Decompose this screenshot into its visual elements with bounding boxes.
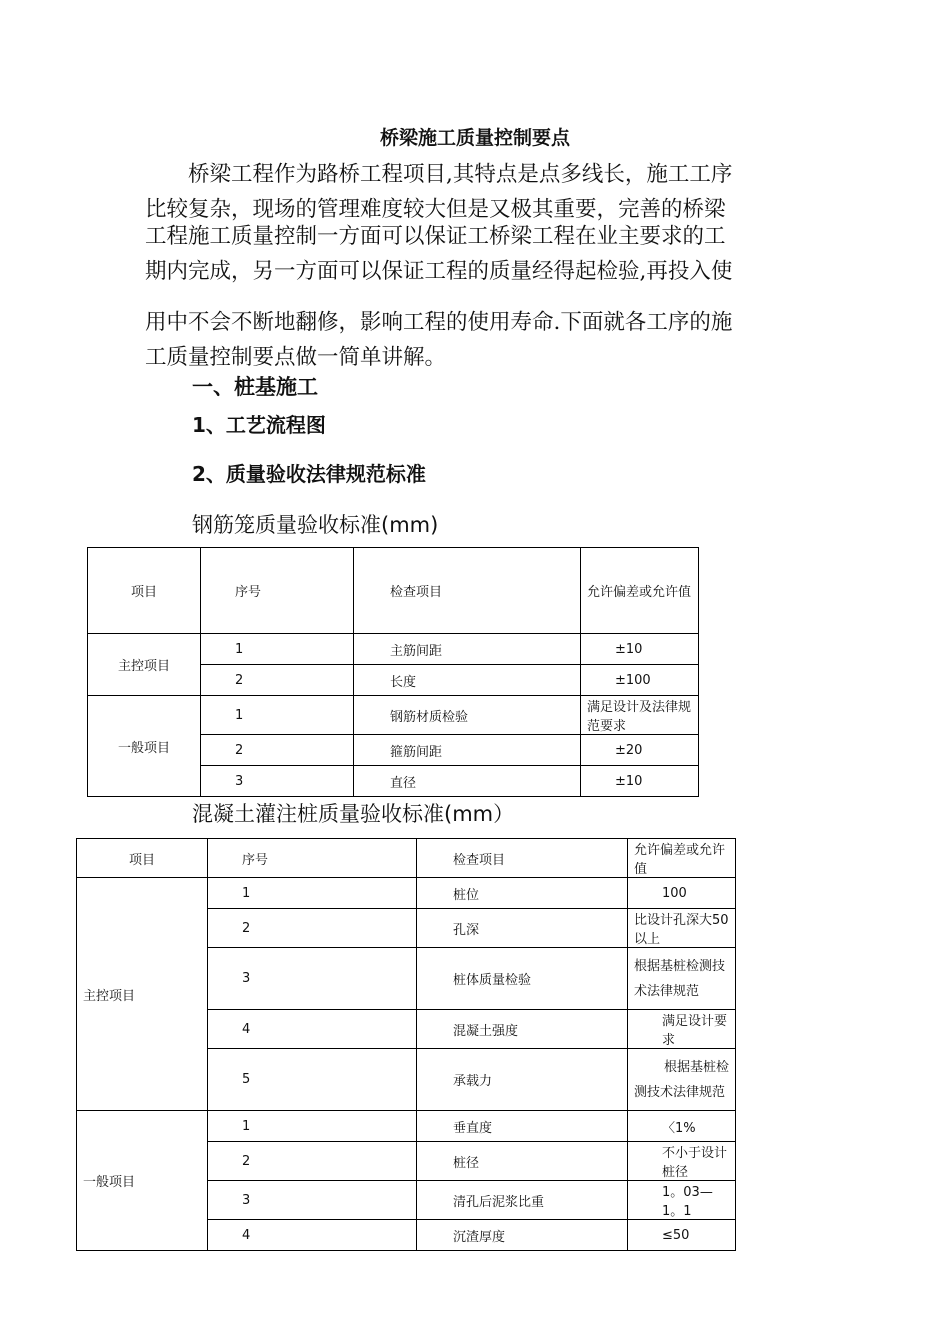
cell-value: ±10 xyxy=(581,634,699,665)
cell-no: 4 xyxy=(208,1220,417,1251)
group-cell: 一般项目 xyxy=(77,1111,208,1251)
cell-no: 1 xyxy=(208,878,417,909)
table1-caption: 钢筋笼质量验收标准(mm) xyxy=(192,513,439,537)
cell-no: 1 xyxy=(201,696,354,735)
cell-value: 100 xyxy=(628,878,736,909)
group-cell: 主控项目 xyxy=(88,634,201,696)
cell-no: 2 xyxy=(208,1142,417,1181)
intro-paragraph xyxy=(145,157,810,375)
header-cell: 项目 xyxy=(88,548,201,634)
cell-item: 箍筋间距 xyxy=(354,735,581,766)
header-cell: 项目 xyxy=(77,839,208,878)
cell-item: 承载力 xyxy=(417,1049,628,1111)
cell-no: 4 xyxy=(208,1010,417,1049)
header-cell: 检查项目 xyxy=(354,548,581,634)
cell-item: 桩位 xyxy=(417,878,628,909)
cell-no: 3 xyxy=(208,1181,417,1220)
cell-item: 垂直度 xyxy=(417,1111,628,1142)
cell-no: 3 xyxy=(208,948,417,1010)
cell-value: ≤50 xyxy=(628,1220,736,1251)
rebar-cage-table xyxy=(87,547,699,797)
intro-line: 期内完成，另一方面可以保证工程的质量经得起检验,再投入使 xyxy=(145,259,733,284)
cell-item: 钢筋材质检验 xyxy=(354,696,581,735)
intro-line: 工质量控制要点做一简单讲解。 xyxy=(145,345,447,370)
cell-value: 比设计孔深大50以上 xyxy=(628,909,736,948)
cell-item: 混凝土强度 xyxy=(417,1010,628,1049)
cell-no: 1 xyxy=(201,634,354,665)
cell-value: ±10 xyxy=(581,766,699,797)
document-title: 桥梁施工质量控制要点 xyxy=(379,127,570,149)
cell-item: 桩径 xyxy=(417,1142,628,1181)
header-cell: 序号 xyxy=(208,839,417,878)
intro-line: 工程施工质量控制一方面可以保证工桥梁工程在业主要求的工 xyxy=(145,224,726,249)
subsection-heading: 1、工艺流程图 xyxy=(192,413,326,437)
table-row xyxy=(77,878,736,909)
table-row xyxy=(88,696,699,735)
cell-item: 直径 xyxy=(354,766,581,797)
cell-value: 1。03—1。1 xyxy=(628,1181,736,1220)
header-cell: 允许偏差或允许值 xyxy=(628,839,736,878)
cell-no: 5 xyxy=(208,1049,417,1111)
cell-item: 孔深 xyxy=(417,909,628,948)
cell-value: 根据基桩检测技术法律规范 xyxy=(628,1049,736,1111)
cell-value: 根据基桩检测技术法律规范 xyxy=(628,948,736,1010)
cell-value: 〈1% xyxy=(628,1111,736,1142)
cell-no: 3 xyxy=(201,766,354,797)
cell-item: 桩体质量检验 xyxy=(417,948,628,1010)
bored-pile-table xyxy=(76,838,736,1251)
header-cell: 允许偏差或允许值 xyxy=(581,548,699,634)
header-cell: 检查项目 xyxy=(417,839,628,878)
cell-no: 2 xyxy=(201,735,354,766)
cell-value: ±100 xyxy=(581,665,699,696)
table-row xyxy=(77,1111,736,1142)
subsection-heading: 2、质量验收法律规范标准 xyxy=(192,462,426,486)
group-cell: 主控项目 xyxy=(77,878,208,1111)
cell-item: 主筋间距 xyxy=(354,634,581,665)
cell-item: 沉渣厚度 xyxy=(417,1220,628,1251)
table-row xyxy=(88,634,699,665)
cell-value: 不小于设计桩径 xyxy=(628,1142,736,1181)
table2-caption: 混凝土灌注桩质量验收标准(mm） xyxy=(192,802,515,826)
table-header-row xyxy=(88,548,699,634)
section-heading: 一、桩基施工 xyxy=(192,375,318,399)
cell-value: ±20 xyxy=(581,735,699,766)
cell-item: 清孔后泥浆比重 xyxy=(417,1181,628,1220)
cell-no: 2 xyxy=(201,665,354,696)
header-cell: 序号 xyxy=(201,548,354,634)
intro-line: 桥梁工程作为路桥工程项目,其特点是点多线长，施工工序 xyxy=(145,162,733,187)
cell-item: 长度 xyxy=(354,665,581,696)
intro-line: 用中不会不断地翻修，影响工程的使用寿命.下面就各工序的施 xyxy=(145,310,733,335)
cell-no: 1 xyxy=(208,1111,417,1142)
cell-no: 2 xyxy=(208,909,417,948)
intro-line: 比较复杂，现场的管理难度较大但是又极其重要，完善的桥梁 xyxy=(145,197,726,222)
cell-value: 满足设计要求 xyxy=(628,1010,736,1049)
table-header-row xyxy=(77,839,736,878)
group-cell: 一般项目 xyxy=(88,696,201,797)
cell-value: 满足设计及法律规范要求 xyxy=(581,696,699,735)
